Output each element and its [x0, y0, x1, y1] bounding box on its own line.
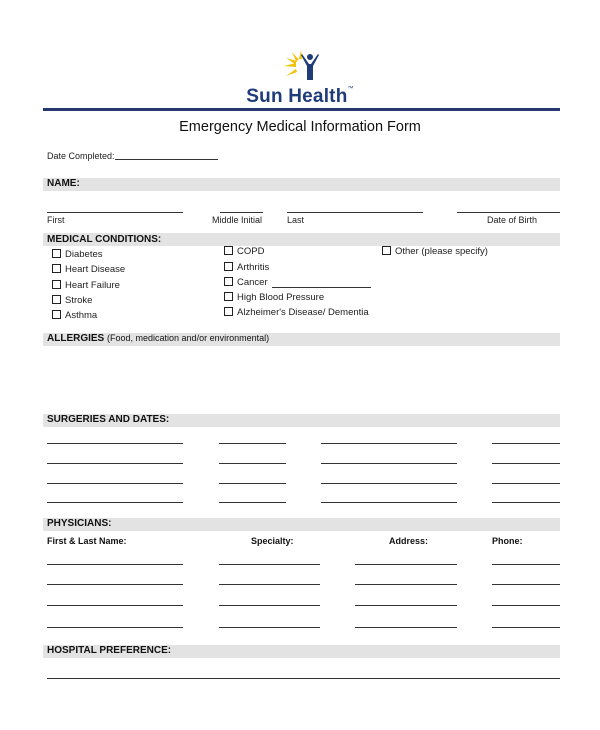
physician-phone-field[interactable] — [492, 584, 560, 585]
middle-initial-field[interactable] — [220, 212, 263, 213]
name-section-bar — [43, 178, 560, 191]
condition-stroke[interactable] — [52, 295, 92, 306]
physician-address-field[interactable] — [355, 564, 457, 565]
checkbox[interactable] — [224, 277, 233, 286]
allergies-title: ALLERGIES — [47, 333, 105, 344]
date-of-birth-field[interactable] — [457, 212, 560, 213]
condition-label: Heart Failure — [65, 280, 120, 291]
condition-label: High Blood Pressure — [237, 292, 325, 303]
checkbox[interactable] — [52, 249, 61, 258]
condition-label: Heart Disease — [65, 264, 126, 275]
last-name-field[interactable] — [287, 212, 423, 213]
condition-label: COPD — [237, 246, 265, 257]
surgery-date-field[interactable] — [219, 483, 286, 484]
surgery-name-field[interactable] — [321, 483, 457, 484]
trademark-mark: ™ — [347, 86, 354, 92]
checkbox[interactable] — [382, 246, 391, 255]
cancer-specify-field[interactable] — [272, 287, 371, 288]
physician-specialty-field[interactable] — [219, 564, 320, 565]
condition-asthma[interactable] — [52, 310, 97, 321]
condition-label: Diabetes — [65, 249, 103, 260]
checkbox[interactable] — [224, 307, 233, 316]
checkbox[interactable] — [52, 264, 61, 273]
surgery-date-field[interactable] — [492, 443, 560, 444]
surgeries-heading: SURGERIES AND DATES: — [47, 414, 170, 425]
physician-name-field[interactable] — [47, 605, 183, 606]
surgery-name-field[interactable] — [321, 463, 457, 464]
condition-copd[interactable] — [224, 246, 264, 257]
physician-phone-field[interactable] — [492, 627, 560, 628]
surgery-name-field[interactable] — [47, 443, 183, 444]
first-label: First — [47, 215, 65, 225]
allergies-heading — [47, 333, 269, 344]
surgery-name-field[interactable] — [321, 502, 457, 503]
allergies-note: (Food, medication and/or environmental) — [107, 333, 270, 343]
condition-label: Alzheimer's Disease/ Dementia — [237, 307, 369, 318]
condition-label: Stroke — [65, 295, 93, 306]
physicians-heading: PHYSICIANS: — [47, 518, 112, 529]
surgery-name-field[interactable] — [321, 443, 457, 444]
surgery-date-field[interactable] — [219, 443, 286, 444]
surgery-date-field[interactable] — [492, 502, 560, 503]
checkbox[interactable] — [224, 262, 233, 271]
date-completed-label: Date Completed: — [47, 151, 115, 161]
physician-name-field[interactable] — [47, 564, 183, 565]
medical-conditions-heading: MEDICAL CONDITIONS: — [47, 234, 162, 245]
condition-label: Cancer — [237, 277, 268, 288]
condition-other[interactable] — [382, 246, 488, 257]
condition-label: Arthritis — [237, 262, 270, 273]
last-label: Last — [287, 215, 305, 225]
condition-cancer[interactable] — [224, 277, 268, 288]
first-name-field[interactable] — [47, 212, 183, 213]
checkbox[interactable] — [224, 292, 233, 301]
physician-address-field[interactable] — [355, 627, 457, 628]
logo-name: Sun Health — [246, 86, 348, 107]
physician-name-header: First & Last Name: — [47, 536, 127, 546]
physician-specialty-field[interactable] — [219, 627, 320, 628]
condition-arthritis[interactable] — [224, 262, 269, 273]
physician-specialty-field[interactable] — [219, 605, 320, 606]
surgery-name-field[interactable] — [47, 483, 183, 484]
surgery-date-field[interactable] — [219, 463, 286, 464]
physicians-bar — [43, 518, 560, 531]
name-heading: NAME: — [47, 178, 80, 189]
checkbox[interactable] — [52, 295, 61, 304]
surgery-date-field[interactable] — [492, 463, 560, 464]
sun-health-logo-icon — [278, 50, 324, 86]
middle-initial-label: Middle Initial — [212, 215, 263, 225]
condition-heart-failure[interactable] — [52, 280, 120, 291]
form-title: Emergency Medical Information Form — [179, 119, 421, 135]
physician-address-field[interactable] — [355, 584, 457, 585]
condition-alzheimers[interactable] — [224, 307, 369, 318]
condition-heart-disease[interactable] — [52, 264, 125, 275]
date-of-birth-label: Date of Birth — [487, 215, 538, 225]
date-completed-field[interactable] — [115, 159, 218, 160]
surgery-name-field[interactable] — [47, 463, 183, 464]
condition-label: Asthma — [65, 310, 98, 321]
physician-phone-field[interactable] — [492, 564, 560, 565]
header-rule — [43, 108, 560, 111]
physician-phone-header: Phone: — [492, 536, 523, 546]
logo-wordmark — [0, 86, 600, 108]
surgery-date-field[interactable] — [492, 483, 560, 484]
surgery-name-field[interactable] — [47, 502, 183, 503]
condition-high-blood-pressure[interactable] — [224, 292, 324, 303]
condition-label: Other (please specify) — [395, 246, 488, 257]
physician-phone-field[interactable] — [492, 605, 560, 606]
checkbox[interactable] — [52, 280, 61, 289]
physician-address-header: Address: — [389, 536, 429, 546]
condition-diabetes[interactable] — [52, 249, 103, 260]
hospital-preference-field[interactable] — [47, 678, 560, 679]
physician-address-field[interactable] — [355, 605, 457, 606]
physician-specialty-field[interactable] — [219, 584, 320, 585]
checkbox[interactable] — [52, 310, 61, 319]
physician-name-field[interactable] — [47, 627, 183, 628]
hospital-heading: HOSPITAL PREFERENCE: — [47, 645, 172, 656]
surgery-date-field[interactable] — [219, 502, 286, 503]
physician-specialty-header: Specialty: — [251, 536, 294, 546]
physician-name-field[interactable] — [47, 584, 183, 585]
checkbox[interactable] — [224, 246, 233, 255]
